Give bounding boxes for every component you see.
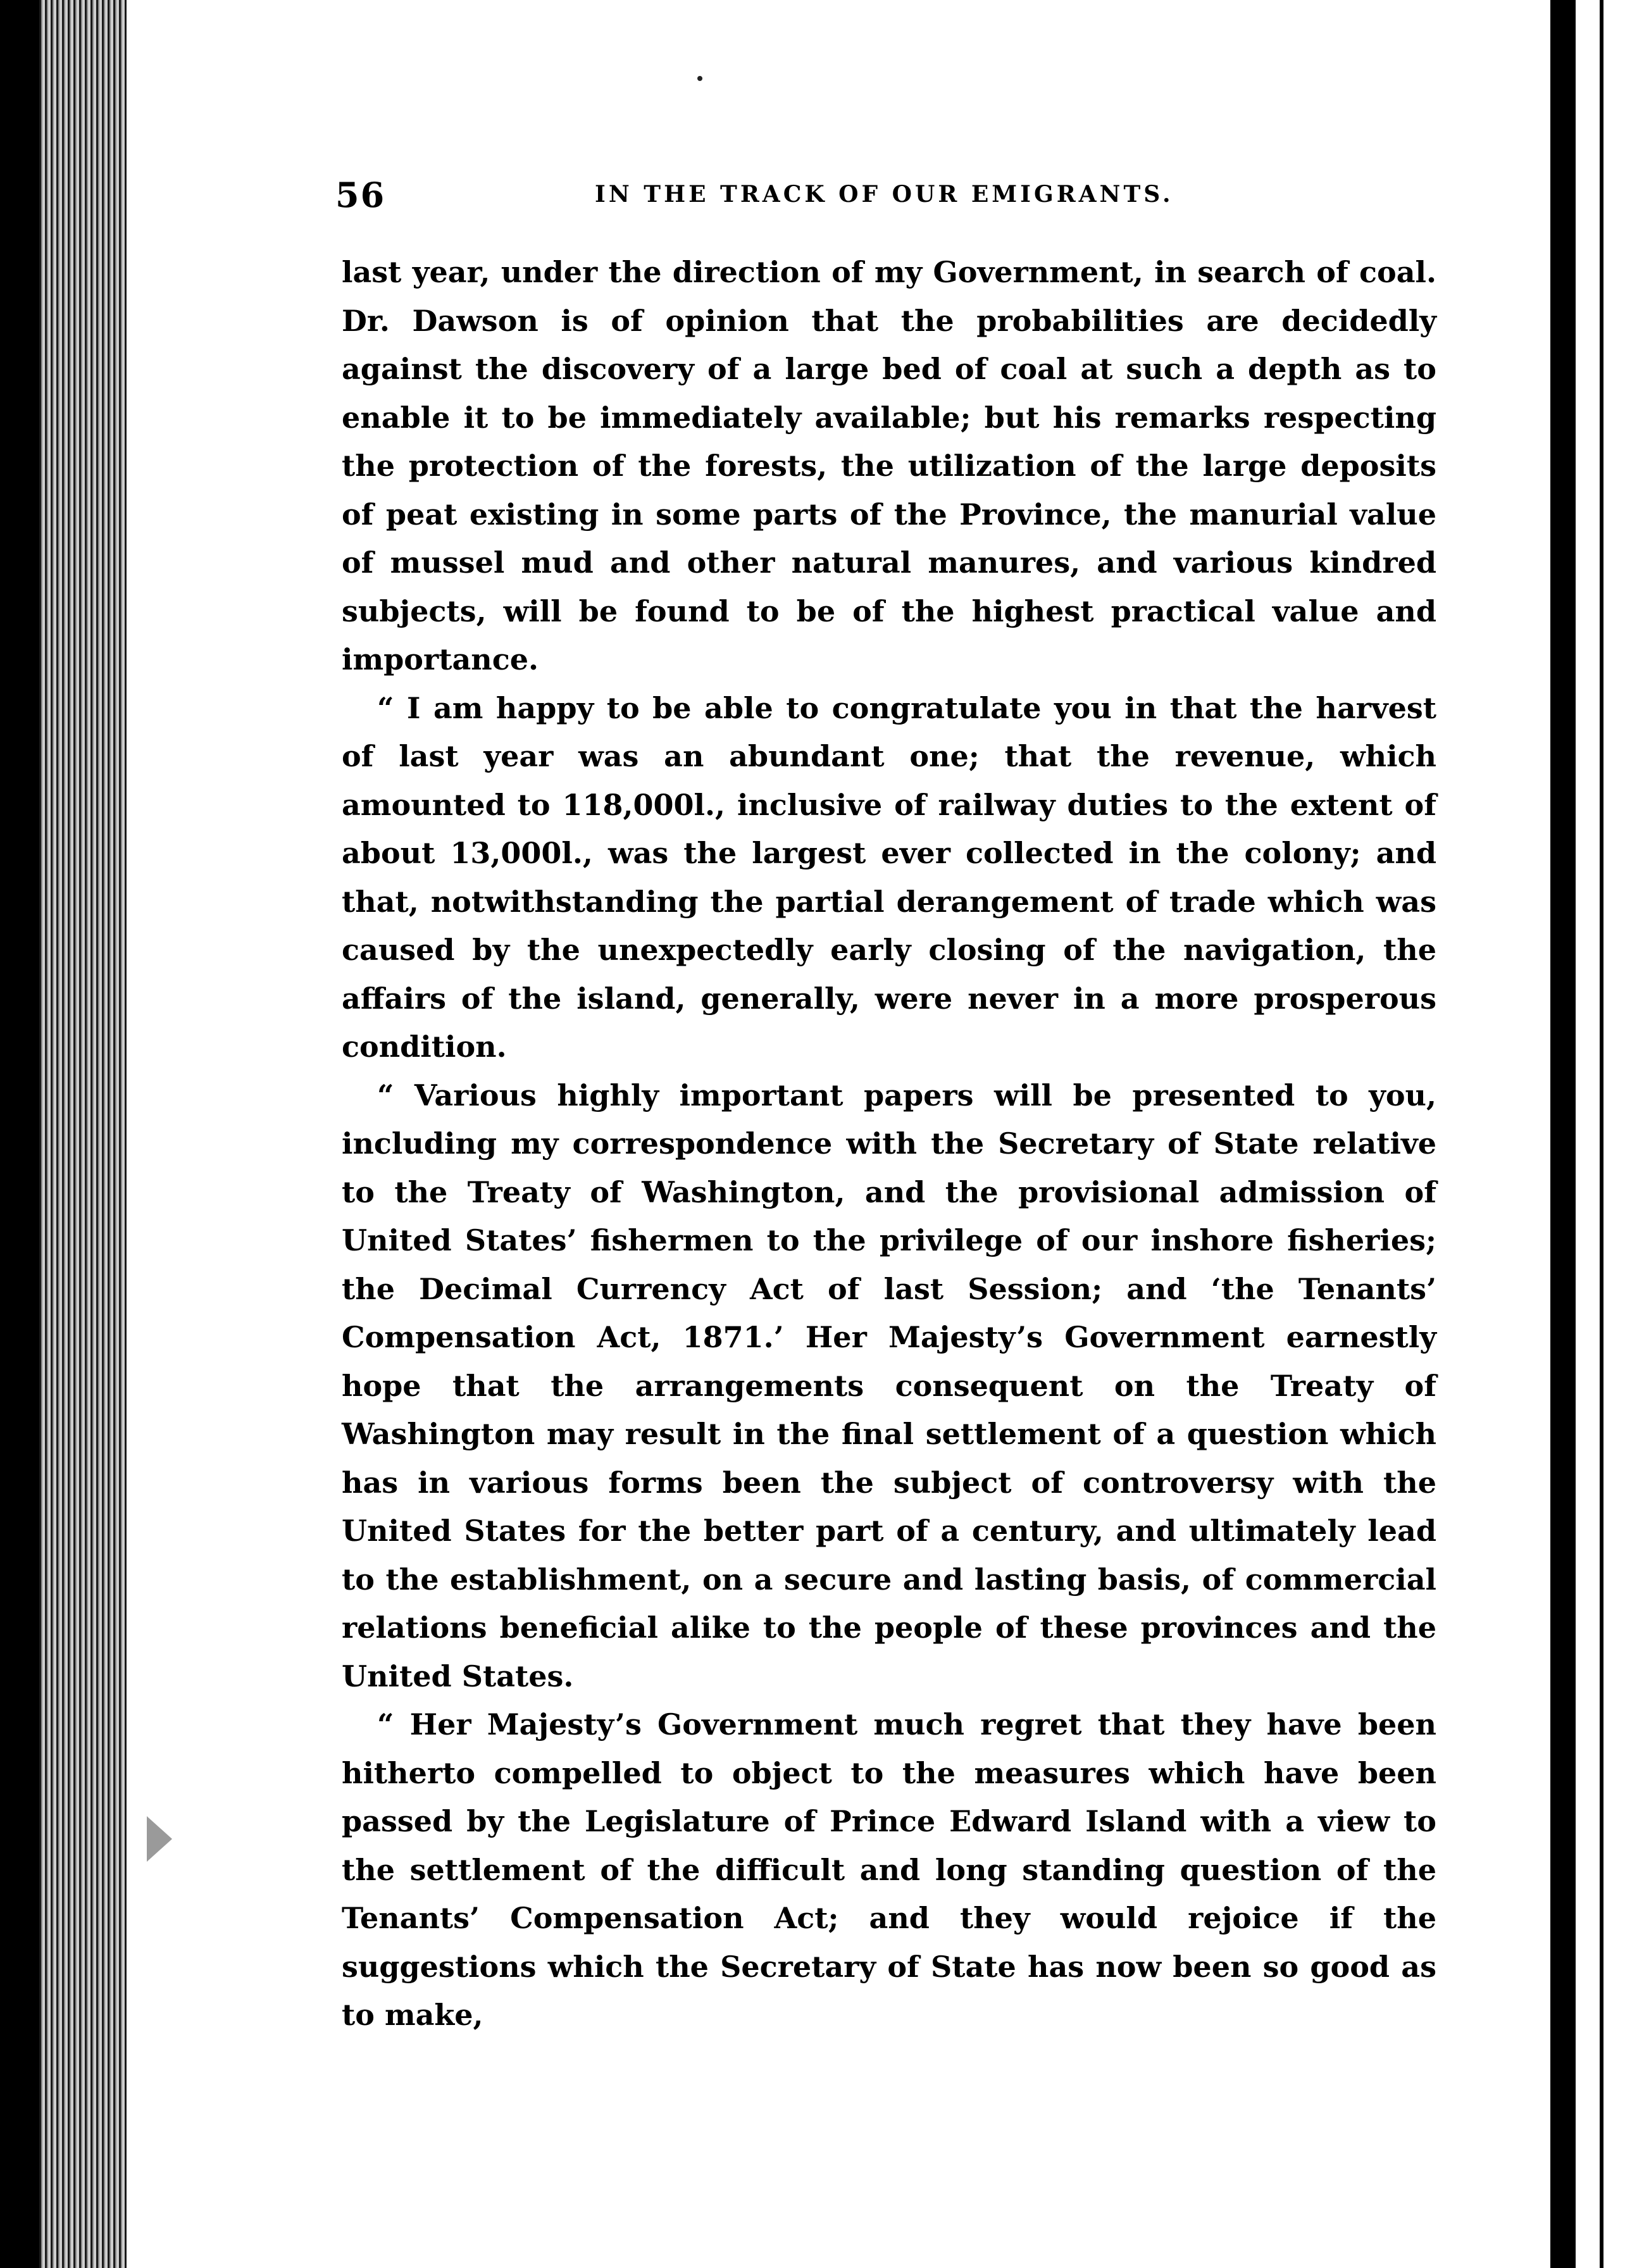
running-title: IN THE TRACK OF OUR EMIGRANTS. (595, 181, 1174, 208)
binding-shadow-mark (147, 1816, 172, 1862)
gutter (1550, 0, 1576, 2268)
running-head (335, 171, 1424, 228)
ink-speck (697, 76, 702, 81)
facing-page-edge-line (1600, 0, 1603, 2268)
paragraph-continued: last year, under the direction of my Government, in search of coal. Dr. Dawson is of opinion that the probabilities are decidedly against the discovery of a large bed of coal at such a depth as to enable it to be immediately available; but his remarks respecting the protection of the forests, the utilization of the large deposits of peat existing in some parts of the Province, the manurial value of mussel mud and other natural manures, and various kindred subjects, will be found to be of the highest practical value and importance. (342, 255, 1436, 676)
body-text (342, 248, 1436, 2040)
paragraph-regret: “ Her Majesty’s Government much regret that they have been hitherto compelled to object to the measures which have been passed by the Legislature of Prince Edward Island with a view to the settlement of the difficult and long standing question of the Tenants’ Compensation Act; and they would rejoice if the suggestions which the Secretary of State has now been so good as to make, (342, 1707, 1436, 2032)
page-number: 56 (335, 175, 386, 215)
paragraph-papers: “ Various highly important papers will be presented to you, including my correspondence with the Secretary of State relative to the Treaty of Washington, and the provisional admission of United States’ fishermen to the privilege of our inshore fisheries; the Decimal Currency Act of last Session; and ‘the Tenants’ Compensation Act, 1871.’ Her Majesty’s Government earnestly hope that the arrangements consequent on the Treaty of Washington may result in the final settlement of a question which has in various forms been the subject of controversy with the United States for the better part of a century, and ultimately lead to the establishment, on a secure and lasting basis, of commercial relations beneficial alike to the people of these provinces and the United States. (342, 1078, 1436, 1693)
paragraph-harvest: “ I am happy to be able to congratulate you in that the harvest of last year was an abundant one; that the revenue, which amounted to 118,000l., inclusive of railway duties to the extent of about 13,000l., was the largest ever collected in the colony; and that, notwithstanding the partial derangement of trade which was caused by the unexpectedly early closing of the navigation, the affairs of the island, generally, were never in a more prosperous condition. (342, 690, 1436, 1064)
